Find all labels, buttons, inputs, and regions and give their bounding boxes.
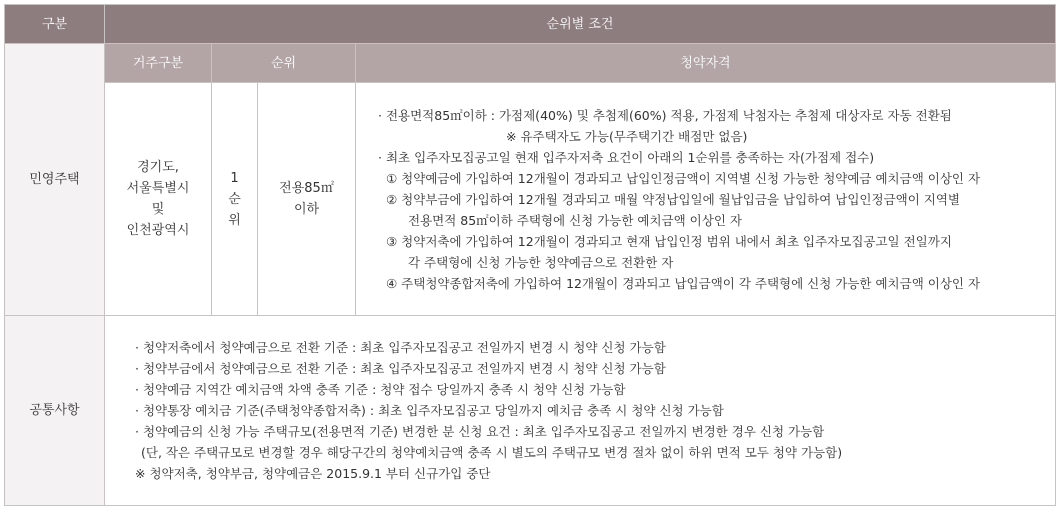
rank-line: 순 — [228, 191, 241, 207]
qualification-header: 청약자격 — [356, 44, 1056, 83]
area-line: 전용85㎡ — [279, 181, 334, 196]
subscription-qualification-table — [4, 4, 1056, 506]
residence-line: 경기도, — [137, 160, 179, 175]
qualification-item: ① 청약예금에 가입하여 12개월이 경과되고 납입인정금액이 지역별 신청 가능한 청약예금 예치금액 이상인 자 — [386, 170, 981, 186]
common-label: 공통사항 — [5, 316, 105, 506]
common-line: · 청약예금 지역간 예치금액 차액 충족 기준 : 청약 접수 당일까지 충족 시 청약 신청 가능함 — [135, 382, 626, 397]
residence-cell — [105, 83, 212, 316]
common-cell — [105, 316, 1056, 506]
header-row-2 — [5, 44, 1056, 83]
area-cell — [258, 83, 356, 316]
conditions-header: 순위별 조건 — [105, 5, 1056, 44]
residence-line: 서울특별시 — [126, 181, 190, 196]
residence-line: 인천광역시 — [126, 223, 190, 238]
qualification-line: · 전용면적85㎡이하 : 가점제(40%) 및 추첨제(60%) 적용, 가점제 낙첨자는 추첨제 대상자로 자동 전환됨 — [378, 107, 952, 123]
qualification-item-cont: 각 주택형에 신청 가능한 청약예금으로 전환한 자 — [408, 254, 674, 270]
qualification-cell — [356, 83, 1056, 316]
common-note: ※ 청약저축, 청약부금, 청약예금은 2015.9.1 부터 신규가입 중단 — [135, 466, 491, 481]
private-housing-row — [5, 83, 1056, 316]
qualification-item: ② 청약부금에 가입하여 12개월 경과되고 매월 약정납입일에 월납입금을 납입하여 납입인정금액이 지역별 — [386, 191, 960, 207]
rank-line: 위 — [228, 212, 241, 228]
common-row — [5, 316, 1056, 506]
common-line: · 청약저축에서 청약예금으로 전환 기준 : 최초 입주자모집공고 전일까지 변경 시 청약 신청 가능함 — [135, 340, 666, 355]
private-housing-label: 민영주택 — [5, 44, 105, 316]
rank-line: 1 — [230, 170, 239, 186]
common-line: · 청약예금의 신청 가능 주택규모(전용면적 기준) 변경한 분 신청 요건 : 최초 입주자모집공고 전일까지 변경한 경우 신청 가능함 — [135, 424, 825, 439]
qualification-line: · 최초 입주자모집공고일 현재 입주자저축 요건이 아래의 1순위를 충족하는 자(가점제 접수) — [378, 149, 875, 165]
area-line: 이하 — [293, 202, 320, 217]
residence-line: 및 — [151, 202, 165, 217]
rank-cell — [212, 83, 258, 316]
common-line: · 청약부금에서 청약예금으로 전환 기준 : 최초 입주자모집공고 전일까지 변경 시 청약 신청 가능함 — [135, 361, 666, 376]
rank-header: 순위 — [212, 44, 356, 83]
common-line: (단, 작은 주택규모로 변경할 경우 해당구간의 청약예치금액 충족 시 별도의 주택규모 변경 절차 없이 하위 면적 모두 청약 가능함) — [141, 445, 843, 460]
common-line: · 청약통장 예치금 기준(주택청약종합저축) : 최초 입주자모집공고 당일까지 예치금 충족 시 청약 신청 가능함 — [135, 403, 724, 418]
qualification-item: ③ 청약저축에 가입하여 12개월이 경과되고 현재 납입인정 범위 내에서 최초 입주자모집공고일 전일까지 — [386, 233, 952, 249]
header-row-1 — [5, 5, 1056, 44]
residence-header: 거주구분 — [105, 44, 212, 83]
category-header: 구분 — [5, 5, 105, 44]
qualification-item-cont: 전용면적 85㎡이하 주택형에 신청 가능한 예치금액 이상인 자 — [408, 212, 742, 228]
qualification-note: ※ 유주택자도 가능(무주택기간 배점만 없음) — [506, 128, 748, 144]
qualification-item: ④ 주택청약종합저축에 가입하여 12개월이 경과되고 납입금액이 각 주택형에 신청 가능한 예치금액 이상인 자 — [386, 275, 981, 291]
